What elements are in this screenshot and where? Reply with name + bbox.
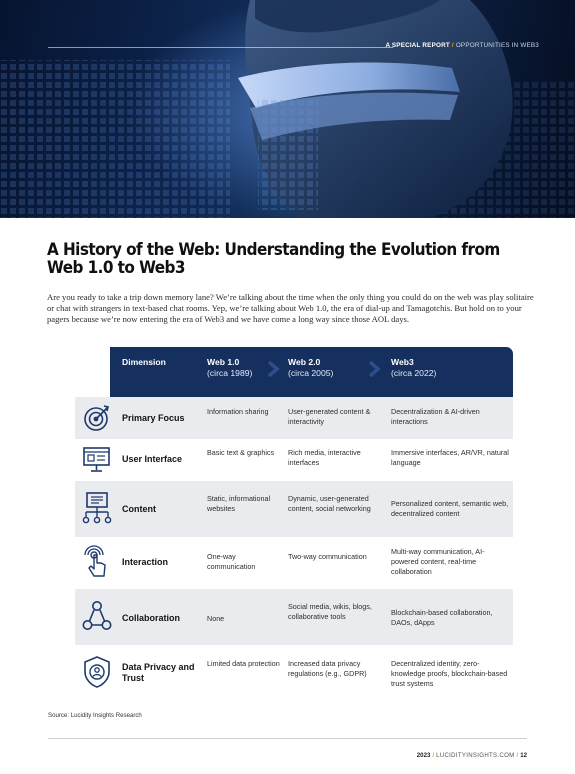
collaboration-icon — [82, 600, 112, 634]
dimension-label: Content — [122, 504, 156, 514]
dimension-label: Interaction — [122, 557, 169, 567]
table-row — [75, 481, 513, 537]
web3-cell: Personalized content, semantic web, decentralized content — [391, 499, 509, 519]
web2-cell: User-generated content & interactivity — [288, 407, 371, 427]
web3-cell: Immersive interfaces, AR/VR, natural language — [391, 448, 509, 468]
footer-site: LUCIDITYINSIGHTS.COM — [436, 752, 515, 759]
source-note: Source: Lucidity Insights Research — [48, 712, 142, 719]
target-icon — [82, 401, 112, 435]
kicker-bold: A SPECIAL REPORT — [385, 42, 450, 49]
header-web3: Web3 (circa 2022) — [391, 357, 437, 378]
table-row — [75, 397, 513, 439]
web3-cell: Multi-way communication, AI-powered content, real-time collaboration — [391, 547, 485, 577]
table-header — [110, 347, 513, 397]
report-kicker — [385, 42, 539, 49]
web1-cell: None — [207, 614, 225, 623]
footer-slash: / — [516, 752, 519, 759]
web2-cell: Social media, wikis, blogs, collaborative tools — [288, 602, 372, 622]
kicker-light: OPPORTUNITIES IN WEB3 — [455, 42, 539, 49]
web1-cell: One-way communication — [207, 552, 256, 572]
monitor-icon — [82, 443, 112, 477]
touch-interaction-icon — [82, 545, 112, 579]
article-intro: Are you ready to take a trip down memory lane? We’re talking about the time when the only thing you could do on the web was play solitaire or chat with strangers in text-based chat rooms. Yep, we’re talking about Web 1.0, the era of dial-up and Tamagotchis. But hold on to your pagers because we’re now entering the era of Web3 and we have come a long way since those AOL days. — [47, 292, 534, 325]
article-title: A History of the Web: Understanding the Evolution from Web 1.0 to Web3 — [47, 240, 500, 277]
footer-year: 2023 — [416, 752, 431, 759]
web-evolution-table — [75, 347, 513, 701]
page-footer — [417, 752, 527, 759]
web3-cell: Blockchain-based collaboration, DAOs, dApps — [391, 608, 493, 628]
web1-cell: Basic text & graphics — [207, 448, 275, 457]
header-web1: Web 1.0 (circa 1989) — [207, 357, 253, 378]
header-dimension: Dimension — [122, 357, 166, 367]
web1-cell: Static, informational websites — [207, 494, 271, 514]
header-rule — [48, 47, 393, 48]
page-number: 12 — [520, 752, 527, 759]
table-row — [75, 645, 513, 701]
header-web2: Web 2.0 (circa 2005) — [288, 357, 334, 378]
content-network-icon — [82, 491, 112, 525]
footer-slash: / — [432, 752, 435, 759]
table-row — [75, 537, 513, 589]
web3-cell: Decentralized identity, zero-knowledge proofs, blockchain-based trust systems — [391, 659, 508, 689]
web3-cell: Decentralization & AI-driven interactions — [391, 407, 480, 427]
web1-cell: Information sharing — [207, 407, 269, 416]
dimension-label: Primary Focus — [122, 413, 185, 423]
chevron-right-icon — [366, 361, 382, 377]
web2-cell: Rich media, interactive interfaces — [288, 448, 361, 468]
footer-rule — [48, 738, 527, 739]
web2-cell: Increased data privacy regulations (e.g., GDPR) — [288, 659, 367, 679]
kicker-slash: / — [451, 42, 454, 49]
hero-image — [0, 0, 575, 218]
web1-cell: Limited data protection — [207, 659, 280, 668]
dimension-label: Collaboration — [122, 613, 180, 623]
chevron-right-icon — [265, 361, 281, 377]
dimension-label: Data Privacy and Trust — [122, 662, 195, 683]
web2-cell: Two-way communication — [288, 552, 367, 561]
vr-headset-illustration — [0, 0, 575, 218]
web2-cell: Dynamic, user-generated content, social networking — [288, 494, 371, 514]
table-row — [75, 589, 513, 645]
shield-user-icon — [82, 655, 112, 689]
dimension-label: User Interface — [122, 454, 183, 464]
table-row — [75, 439, 513, 481]
